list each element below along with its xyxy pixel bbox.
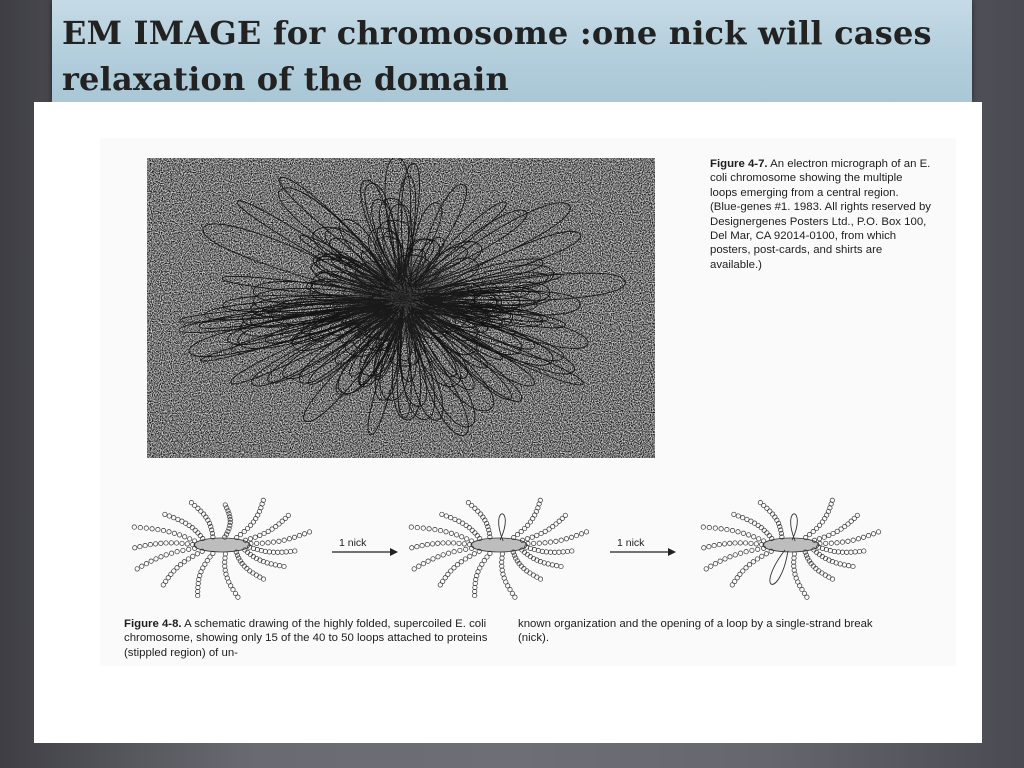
figure-4-8-label: Figure 4-8. [124,618,182,630]
relaxed-loop [499,514,506,541]
supercoiled-loop [466,501,492,540]
supercoiled-loop [701,525,766,543]
supercoiled-chromosome-drawing [122,486,322,604]
supercoiled-loop [732,512,774,541]
supercoiled-loop [412,546,474,571]
supercoiled-loop [249,530,312,546]
supercoiled-loop [163,512,205,541]
supercoiled-loop [133,541,195,550]
arrow-2-label: 1 nick [617,537,645,549]
supercoiled-loop [223,552,241,600]
supercoiled-loop [803,550,835,581]
supercoiled-loop [758,501,784,540]
protein-core [471,538,527,552]
supercoiled-loop [704,546,766,571]
supercoiled-loop [792,552,810,600]
figure-4-8-caption-left [124,617,506,660]
supercoiled-loop [234,550,266,581]
chromosome-one-nick-drawing [396,486,602,604]
figure-4-7-caption [710,157,932,272]
supercoiled-loop [818,530,881,546]
supercoiled-loop [196,551,216,598]
figure-4-7-text: An electron micrograph of an E. coli chromosome showing the multiple loops emerging from a central region. (Blue-genes #1. 1983. All rights reserved by Designergenes Posters Ltd., P.O. Box 100, Del Mar, CA 92014-0100, from which posters, post-cards, and shirts are available.) [710,158,931,271]
supercoiled-loop [524,545,574,555]
arrow-1-label: 1 nick [339,537,367,549]
relaxed-loop [770,550,788,585]
supercoiled-loop [410,541,472,550]
supercoiled-loop [526,530,589,546]
supercoiled-loop [730,549,773,587]
supercoiled-loop [223,503,233,540]
supercoiled-loop [702,541,764,550]
slide-title: EM IMAGE for chromosome :one nick will cases relaxation of the domain [62,14,932,98]
protein-core [194,538,250,552]
electron-micrograph-image [147,158,655,458]
supercoiled-loop [473,551,493,598]
supercoiled-loop [511,550,543,581]
supercoiled-loop [500,552,518,600]
supercoiled-loop [816,545,866,555]
supercoiled-loop [132,525,197,543]
supercoiled-loop [135,546,197,571]
figure-4-8-text-right: known organization and the opening of a loop by a single-strand break (nick). [518,618,873,645]
protein-core [763,538,819,552]
figure-4-7-label: Figure 4-7. [710,158,768,170]
supercoiled-loop [440,512,482,541]
supercoiled-loop [409,525,474,543]
supercoiled-loop [189,501,215,540]
figure-4-8-text-left: A schematic drawing of the highly folded, supercoiled E. coli chromosome, showing only 15 of the 40 to 50 loops attached to proteins (stippled region) of un- [124,618,488,659]
chromosome-relaxed-loop-drawing [686,486,896,604]
relaxed-loop [791,514,798,541]
figure-4-8-caption-right [518,617,898,646]
supercoiled-loop [247,545,297,555]
